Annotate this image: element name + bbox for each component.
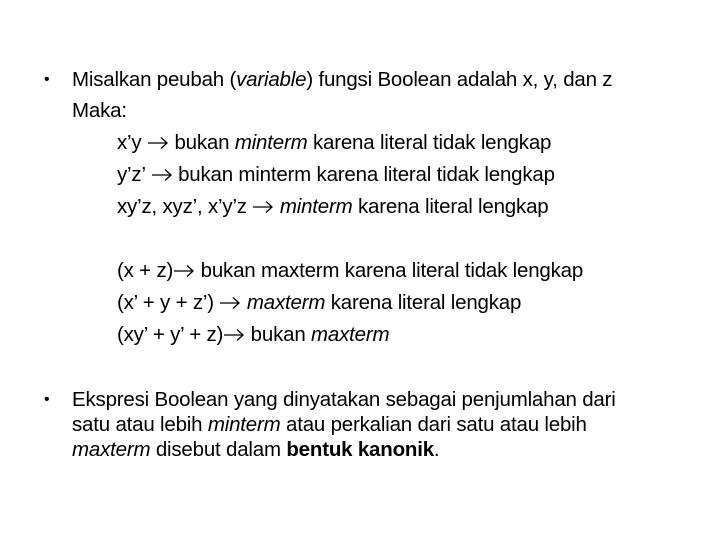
maxterm-example-1	[117, 259, 583, 283]
right-arrow-icon	[173, 264, 195, 278]
kanonik-line-3	[72, 438, 439, 462]
example-desc-pre: bukan	[250, 323, 312, 346]
minterm-example-2	[117, 163, 555, 187]
minterm-example-3	[117, 195, 548, 219]
maka-line: Maka:	[72, 99, 127, 122]
example-expr: (xy’ + y’ + z)	[117, 323, 224, 346]
example-desc-italic: maxterm	[246, 291, 326, 314]
bullet-marker: •	[44, 71, 50, 88]
right-arrow-icon	[219, 296, 241, 310]
example-expr: (x’ + y + z’)	[117, 291, 214, 314]
example-desc-pre: bukan maxterm karena literal tidak lengkap	[200, 259, 584, 282]
kanonik-line-2-italic: minterm	[207, 413, 281, 436]
maxterm-example-3	[117, 323, 389, 347]
kanonik-line-1: Ekspresi Boolean yang dinyatakan sebagai penjumlahan dari	[72, 388, 616, 411]
right-arrow-icon	[147, 136, 169, 150]
kanonik-line-3-post: .	[433, 438, 440, 461]
example-expr: (x + z)	[117, 259, 174, 282]
right-arrow-icon	[151, 168, 173, 182]
intro-post: ) fungsi Boolean adalah x, y, dan z	[306, 68, 613, 91]
example-desc-post: karena literal tidak lengkap	[307, 131, 552, 154]
example-desc-post: karena literal lengkap	[325, 291, 522, 314]
kanonik-line-3-pre: disebut dalam	[150, 438, 287, 461]
example-desc-pre: bukan	[174, 131, 235, 154]
example-expr: y’z’	[117, 163, 146, 186]
example-desc-post: karena literal lengkap	[352, 195, 549, 218]
example-expr: xy’z, xyz’, x’y’z	[117, 195, 247, 218]
kanonik-line-3-italic: maxterm	[72, 438, 151, 461]
maxterm-example-2	[117, 291, 521, 315]
example-desc-italic: minterm	[279, 195, 353, 218]
kanonik-term-bold: bentuk kanonik	[286, 438, 434, 461]
example-desc-italic: minterm	[234, 131, 308, 154]
intro-pre: Misalkan peubah (	[72, 68, 237, 91]
intro-line	[72, 68, 612, 92]
intro-italic: variable	[236, 68, 307, 91]
kanonik-line-2	[72, 413, 587, 437]
example-expr: x’y	[117, 131, 142, 154]
right-arrow-icon	[252, 200, 274, 214]
right-arrow-icon	[223, 328, 245, 342]
kanonik-line-2-pre: satu atau lebih	[72, 413, 208, 436]
bullet-marker: •	[44, 391, 50, 408]
example-desc-italic: maxterm	[311, 323, 390, 346]
kanonik-line-2-post: atau perkalian dari satu atau lebih	[280, 413, 587, 436]
example-desc-pre: bukan minterm karena literal tidak lengkap	[178, 163, 555, 186]
minterm-example-1	[117, 131, 551, 155]
